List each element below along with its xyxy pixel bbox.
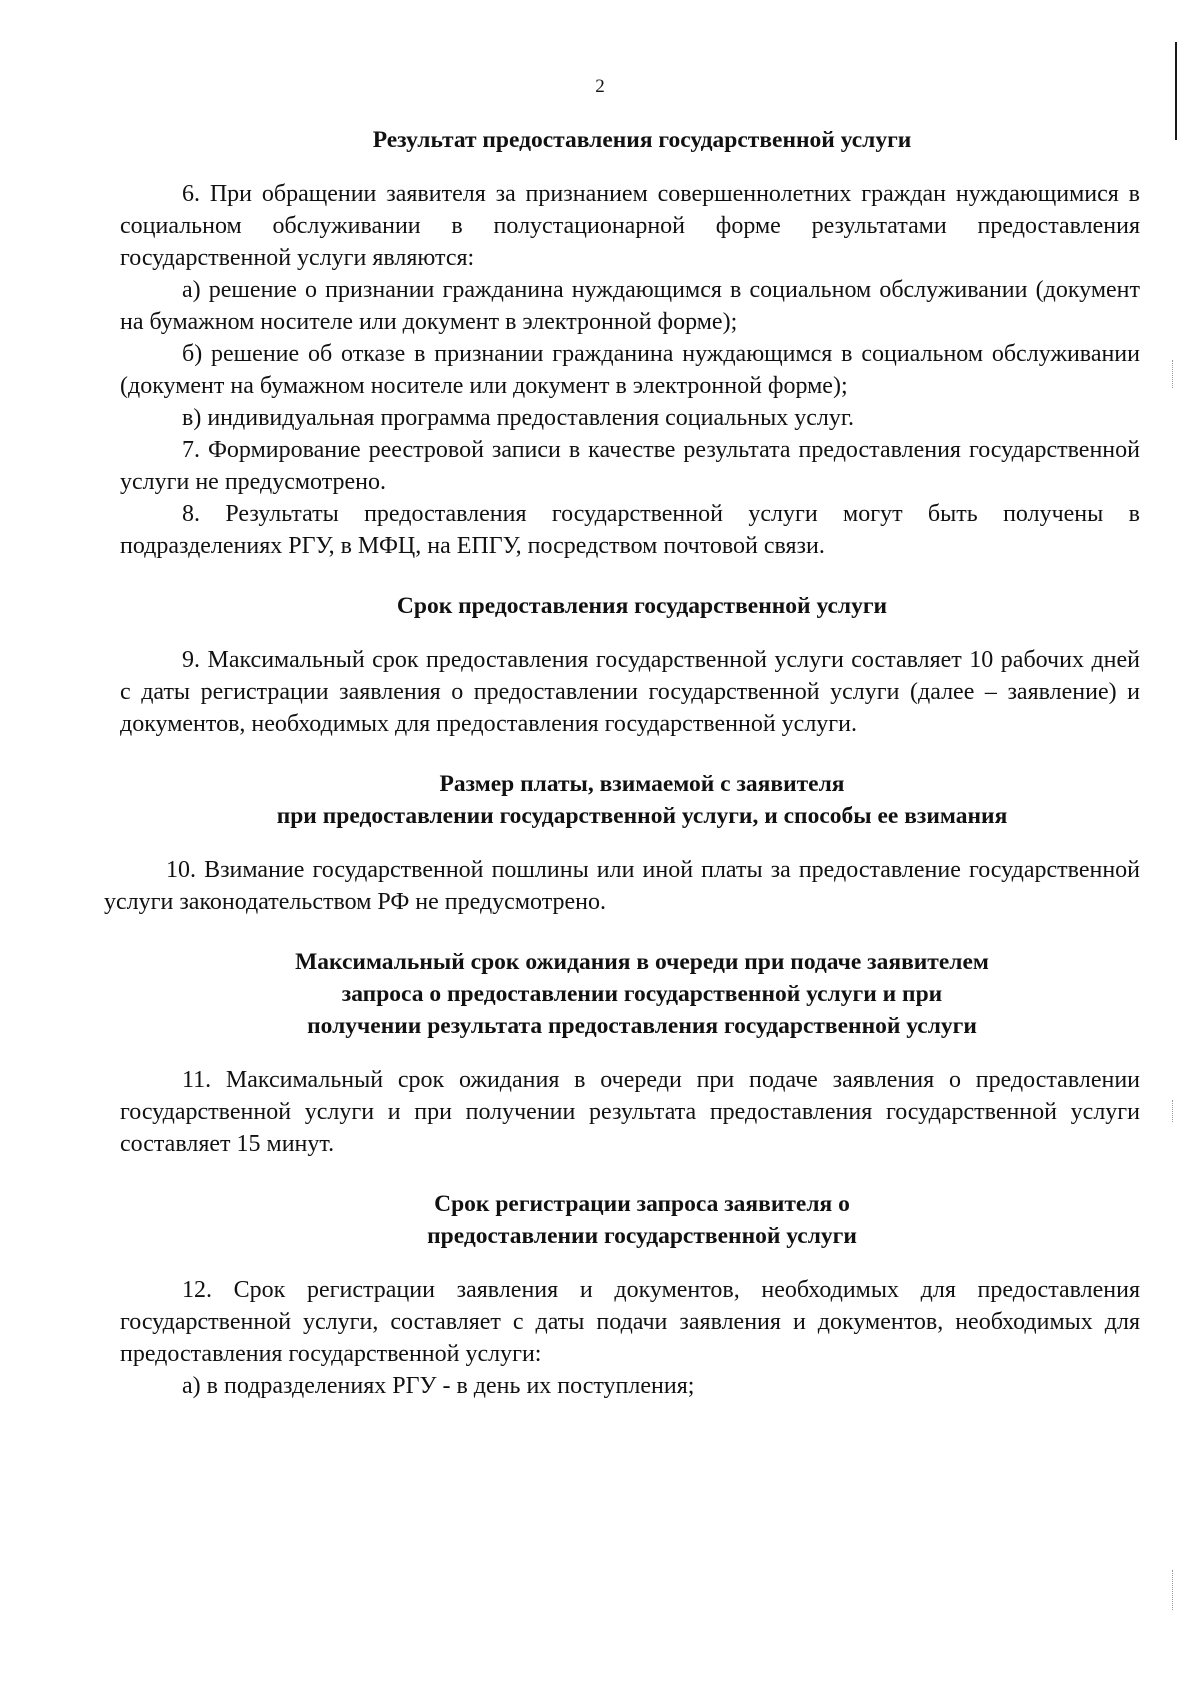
paragraph-12a: а) в подразделениях РГУ - в день их поступления;	[182, 1373, 695, 1399]
scan-artifact	[1172, 1570, 1174, 1610]
scan-artifact	[1172, 360, 1174, 388]
section-heading-term	[120, 590, 1140, 622]
paragraph-6a: а) решение о признании гражданина нуждающимся в социальном обслуживании (документ на бумажном носителе или документ в электронной форме);	[120, 277, 1140, 335]
paragraph-12: 12. Срок регистрации заявления и документов, необходимых для предоставления государственной услуги, составляет с даты подачи заявления и документов, необходимых для предоставления государственной услуги:	[120, 1277, 1140, 1367]
heading-line: Результат предоставления государственной услуги	[372, 127, 912, 153]
paragraph-11: 11. Максимальный срок ожидания в очереди при подаче заявления о предоставлении государственной услуги и при получении результата предоставления государственной услуги составляет 15 минут.	[120, 1067, 1140, 1157]
paragraph-6v: в) индивидуальная программа предоставления социальных услуг.	[182, 405, 854, 431]
section-heading-result	[120, 124, 1140, 156]
page-number: 2	[595, 76, 605, 97]
paragraph-9: 9. Максимальный срок предоставления государственной услуги составляет 10 рабочих дней с даты регистрации заявления о предоставлении государственной услуги (далее – заявление) и документов, необходимых для предоставления государственной услуги.	[120, 647, 1140, 737]
section-heading-fee	[120, 768, 1140, 832]
document-body	[104, 124, 1140, 1402]
heading-line: Максимальный срок ожидания в очереди при подаче заявителем	[295, 949, 989, 975]
heading-line: запроса о предоставлении государственной услуги и при	[341, 981, 943, 1007]
heading-line: получении результата предоставления государственной услуги	[307, 1013, 977, 1039]
paragraph-6b: б) решение об отказе в признании гражданина нуждающимся в социальном обслуживании (документ на бумажном носителе или документ в электронной форме);	[120, 341, 1140, 399]
heading-line: при предоставлении государственной услуги, и способы ее взимания	[276, 803, 1008, 829]
paragraph-7: 7. Формирование реестровой записи в качестве результата предоставления государственной услуги не предусмотрено.	[120, 437, 1140, 495]
heading-line: Размер платы, взимаемой с заявителя	[439, 771, 845, 797]
heading-line: предоставлении государственной услуги	[427, 1223, 857, 1249]
scan-artifact	[1172, 1100, 1174, 1122]
paragraph-8: 8. Результаты предоставления государственной услуги могут быть получены в подразделениях РГУ, в МФЦ, на ЕПГУ, посредством почтовой связи.	[120, 501, 1140, 559]
paragraph-10: 10. Взимание государственной пошлины или иной платы за предоставление государственной услуги законодательством РФ не предусмотрено.	[104, 857, 1140, 915]
paragraph-6: 6. При обращении заявителя за признанием совершеннолетних граждан нуждающимися в социальном обслуживании в полустационарной форме результатами предоставления государственной услуги являются:	[120, 181, 1140, 271]
heading-line: Срок регистрации запроса заявителя о	[434, 1191, 850, 1217]
section-heading-registration	[120, 1188, 1140, 1252]
heading-line: Срок предоставления государственной услуги	[396, 593, 888, 619]
section-heading-queue	[120, 946, 1140, 1042]
